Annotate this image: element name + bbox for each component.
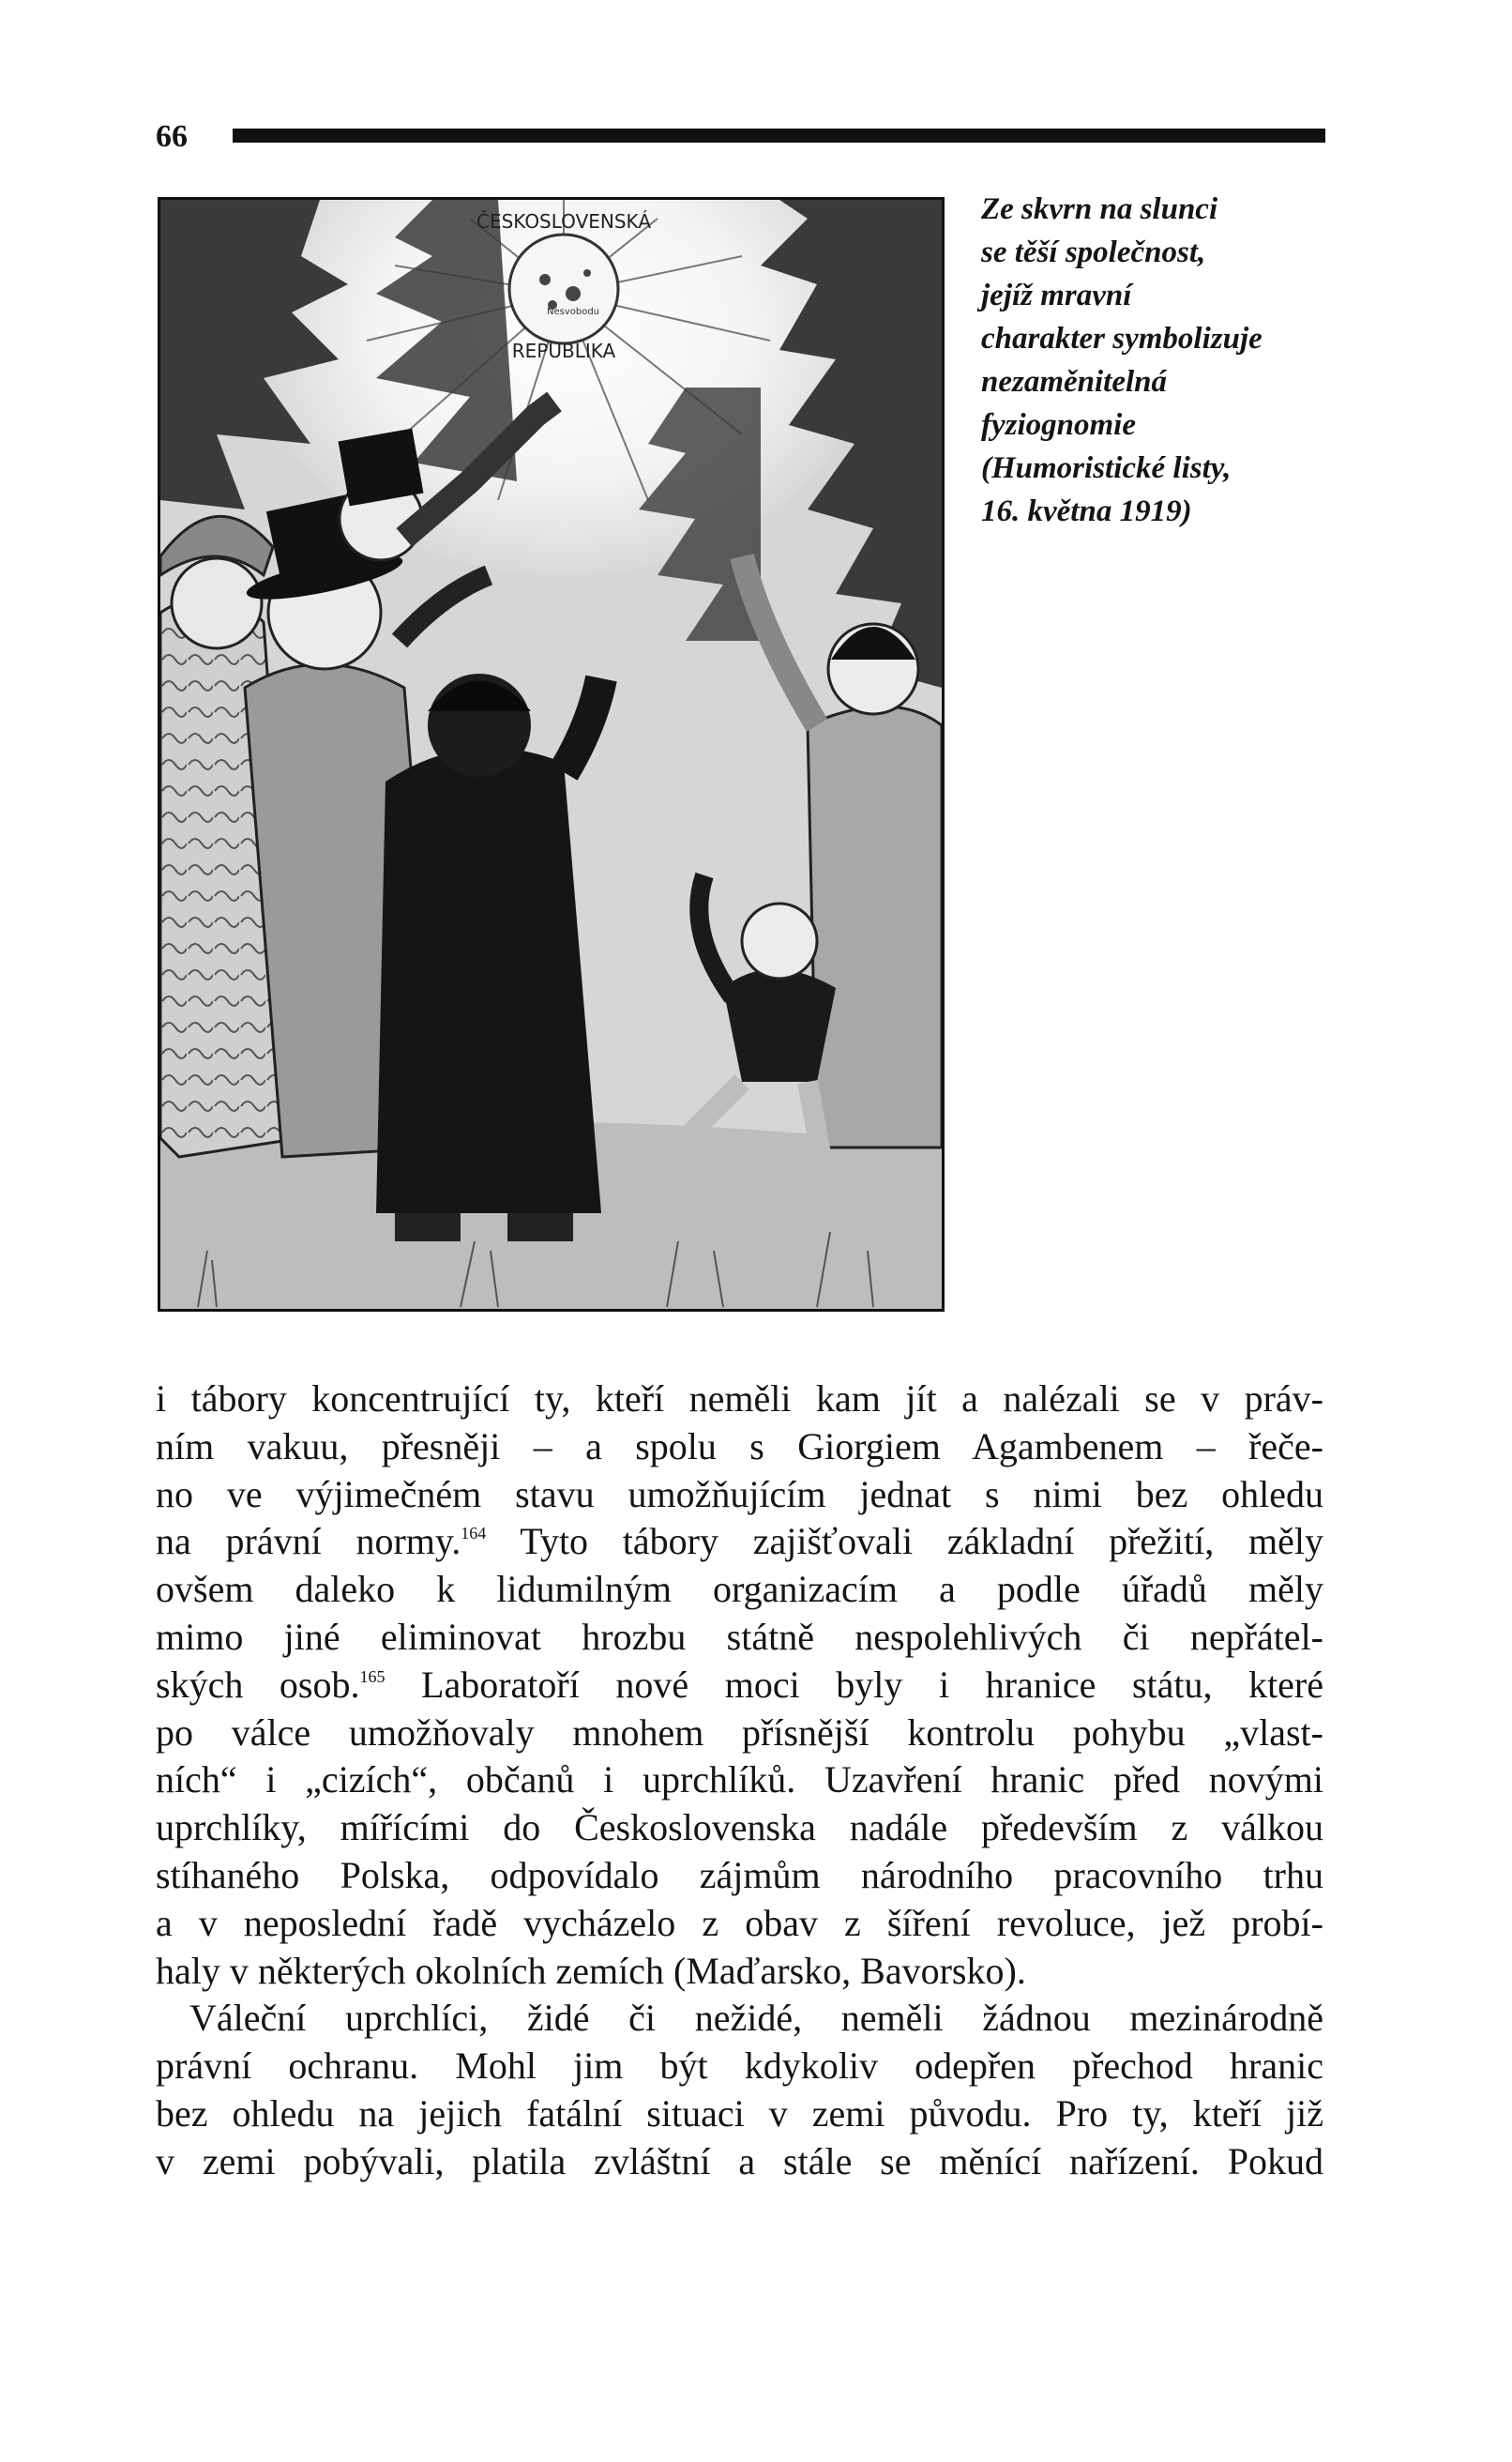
caption-line: se těší společnost,: [981, 236, 1206, 269]
paragraph-1: [156, 1375, 1323, 1995]
caption-line: charakter symbolizuje: [981, 322, 1263, 356]
text-line: ním vakuu, přesněji – a spolu s Giorgiem Agambenem – řeče-: [156, 1424, 1323, 1467]
figure-caption: [981, 188, 1328, 533]
sun-label-top: ČESKOSLOVENSKÁ: [476, 210, 651, 233]
text-line: ských osob.$^{165}$ Laboratoří nové moci byly i hranice státu, které: [156, 1663, 1324, 1706]
caption-line: Ze skvrn na slunci: [981, 192, 1218, 226]
caption-line: jejíž mravní: [981, 279, 1132, 312]
body-text: [156, 1375, 1323, 2186]
sun-label-small: Nesvobodu: [546, 307, 600, 317]
text-line: mimo jiné eliminovat hrozbu státně nespolehlivých či nepřátel-: [156, 1615, 1323, 1658]
text-line: haly v některých okolních zemích (Maďarsko, Bavorsko).: [156, 1949, 1026, 1992]
text-line: bez ohledu na jejich fatální situaci v zemi původu. Pro ty, kteří již: [156, 2091, 1323, 2135]
paragraph-2: [156, 1995, 1323, 2185]
text-line: v zemi pobývali, platila zvláštní a stále se měnící nařízení. Pokud: [156, 2139, 1323, 2182]
text-line: ních“ i „cizích“, občanů i uprchlíků. Uzavření hranic před novými: [156, 1758, 1323, 1801]
text-line: právní ochranu. Mohl jim být kdykoliv odepřen přechod hranic: [156, 2044, 1323, 2088]
caption-line: nezaměnitelná: [981, 365, 1168, 399]
text-line: i tábory koncentrující ty, kteří neměli kam jít a nalézali se v práv-: [156, 1377, 1323, 1420]
page-number: 66: [156, 119, 188, 154]
caption-line: fyziognomie: [981, 408, 1136, 442]
sun-label-bottom: REPUBLIKA: [511, 340, 616, 362]
sun-disc: [509, 235, 618, 343]
text-line: po válce umožňovaly mnohem přísnější kontrolu pohybu „vlast-: [156, 1710, 1323, 1754]
header-rule: [233, 129, 1325, 143]
text-line: na právní normy.$^{164}$ Tyto tábory zajišťovali základní přežití, měly: [156, 1520, 1323, 1563]
text-line: a v neposlední řadě vycházelo z obav z šíření revoluce, jež probí-: [156, 1901, 1323, 1944]
cartoon-drawing: [160, 200, 942, 1309]
text-line: no ve výjimečném stavu umožňujícím jednat s nimi bez ohledu: [156, 1472, 1323, 1515]
footnote-ref-164[interactable]: 164: [461, 1524, 487, 1543]
text-line: ovšem daleko k lidumilným organizacím a podle úřadů měly: [156, 1568, 1323, 1611]
caption-line: 16. května 1919): [981, 494, 1192, 528]
cartoon-illustration: [158, 197, 945, 1312]
text-line: uprchlíky, mířícími do Československa nadále především z válkou: [156, 1806, 1323, 1849]
text-line: Váleční uprchlíci, židé či nežidé, neměli žádnou mezinárodně: [189, 1997, 1323, 2040]
footnote-ref-165[interactable]: 165: [359, 1666, 386, 1686]
caption-line: (Humoristické listy,: [981, 451, 1232, 485]
text-line: stíhaného Polska, odpovídalo zájmům národního pracovního trhu: [156, 1853, 1323, 1896]
